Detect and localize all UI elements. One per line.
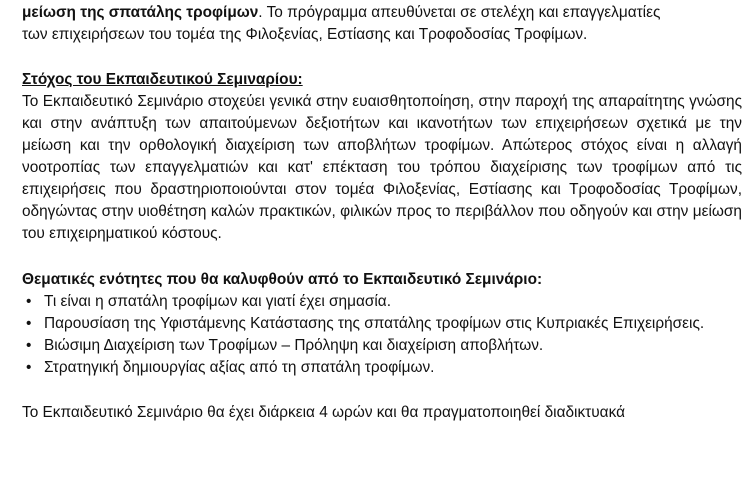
objective-heading xyxy=(22,69,742,91)
objective-heading-text: Στόχος του Εκπαιδευτικού Σεμιναρίου: xyxy=(22,71,303,88)
objective-paragraph: Το Εκπαιδευτικό Σεμινάριο στοχεύει γενικά στην ευαισθητοποίηση, στην παροχή της απαραίτητης γνώσης και στην ανάπτυξη των απαιτούμενων δεξιοτήτων και ικανοτήτων των επιχειρήσεων σχετικά με την μείωση και την ορθολογική διαχείριση των αποβλήτων τροφίμων. Απώτερος στόχος είναι η αλλαγή νοοτροπίας των επαγγελματιών και κατ' επέκταση του τρόπου διαχείρισης των τροφίμων από τις επιχειρήσεις που δραστηριοποιούνται στον τομέα Φιλοξενίας, Εστίασης και Τροφοδοσίας Τροφίμων, οδηγώντας στην υιοθέτηση καλών πρακτικών, φιλικών προς το περιβάλλον που οδηγούν και στην μείωση του επιχειρηματικού κόστους. xyxy=(22,93,742,242)
list-item-text: Βιώσιμη Διαχείριση των Τροφίμων – Πρόληψη και διαχείριση αποβλήτων. xyxy=(44,337,544,354)
spacer xyxy=(22,245,742,269)
topics-list xyxy=(22,291,742,379)
bullet-marker: • xyxy=(26,315,32,332)
bullet-marker: • xyxy=(26,293,32,310)
intro-text-line1: . Το πρόγραμμα απευθύνεται σε στελέχη και επαγγελματίες xyxy=(258,4,661,21)
duration-paragraph: Το Εκπαιδευτικό Σεμινάριο θα έχει διάρκεια 4 ωρών και θα πραγματοποιηθεί διαδικτυακά xyxy=(22,404,625,421)
list-item-text: Στρατηγική δημιουργίας αξίας από τη σπατάλη τροφίμων. xyxy=(44,359,435,376)
list-item xyxy=(22,335,742,357)
spacer xyxy=(22,379,742,402)
intro-paragraph xyxy=(22,2,742,46)
bullet-marker: • xyxy=(26,359,32,376)
list-item-text: Τι είναι η σπατάλη τροφίμων και γιατί έχει σημασία. xyxy=(44,293,391,310)
intro-text-line2: των επιχειρήσεων του τομέα της Φιλοξενίας, Εστίασης και Τροφοδοσίας Τροφίμων. xyxy=(22,26,588,43)
spacer xyxy=(22,46,742,68)
list-item-text: Παρουσίαση της Υφιστάμενης Κατάστασης της σπατάλης τροφίμων στις Κυπριακές Επιχειρήσεις. xyxy=(44,315,705,332)
list-item xyxy=(22,357,742,379)
document-page xyxy=(22,0,742,424)
topics-heading: Θεματικές ενότητες που θα καλυφθούν από το Εκπαιδευτικό Σεμινάριο: xyxy=(22,271,543,288)
bullet-marker: • xyxy=(26,337,32,354)
list-item xyxy=(22,313,742,335)
intro-bold-text: μείωση της σπατάλης τροφίμων xyxy=(22,4,259,21)
list-item xyxy=(22,291,742,313)
